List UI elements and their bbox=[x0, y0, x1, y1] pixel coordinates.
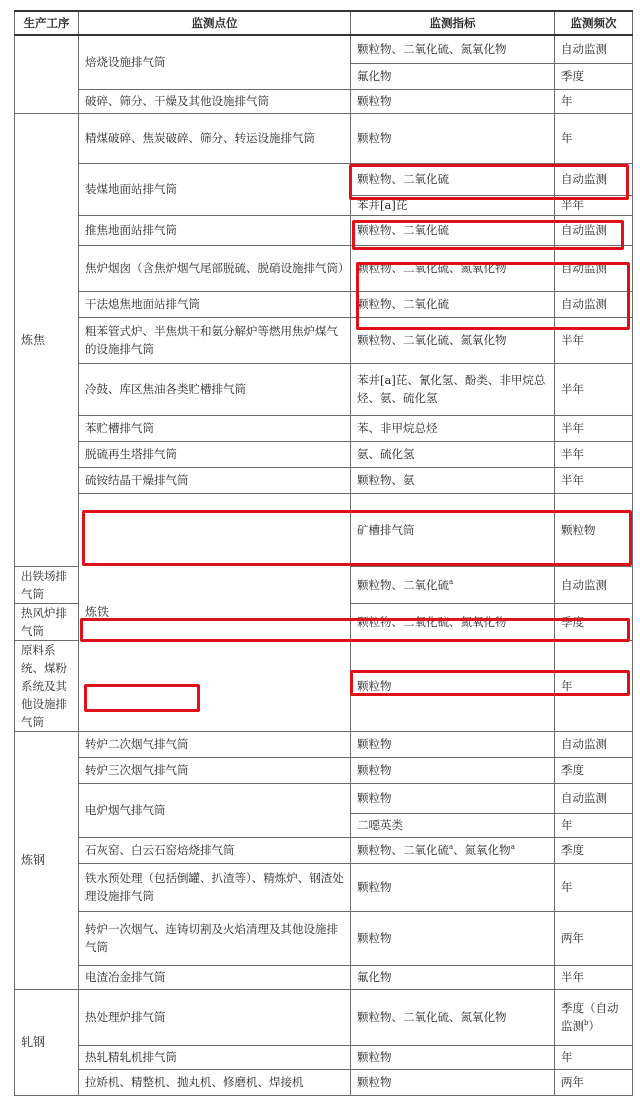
frequency-cell: 年 bbox=[555, 863, 633, 911]
indicator-cell: 颗粒物 bbox=[351, 757, 555, 783]
frequency-cell: 半年 bbox=[555, 363, 633, 415]
indicator-cell: 颗粒物、二氧化硫、氮氧化物 bbox=[351, 603, 555, 640]
table-row bbox=[15, 1069, 633, 1095]
frequency-cell: 季度 bbox=[555, 63, 633, 89]
indicator-cell: 颗粒物、二氧化硫 bbox=[351, 163, 555, 195]
table-row bbox=[15, 783, 633, 813]
indicator-cell: 苯并[a]芘、氰化氢、酚类、非甲烷总烃、氨、硫化氢 bbox=[351, 363, 555, 415]
point-cell: 焙烧设施排气筒 bbox=[79, 35, 351, 89]
point-cell: 矿槽排气筒 bbox=[351, 493, 555, 566]
point-cell: 电渣冶金排气筒 bbox=[79, 965, 351, 989]
header-point: 监测点位 bbox=[79, 11, 351, 35]
frequency-cell: 年 bbox=[555, 640, 633, 731]
indicator-cell: 颗粒物 bbox=[351, 863, 555, 911]
frequency-cell: 年 bbox=[555, 813, 633, 837]
point-cell: 装煤地面站排气筒 bbox=[79, 163, 351, 215]
frequency-cell: 季度 bbox=[555, 757, 633, 783]
table-row bbox=[15, 89, 633, 113]
frequency-cell: 自动监测 bbox=[555, 245, 633, 291]
point-cell: 焦炉烟囱（含焦炉烟气尾部脱硫、脱硝设施排气筒） bbox=[79, 245, 351, 291]
footnote-mark: a bbox=[449, 843, 454, 852]
indicator-cell: 颗粒物 bbox=[351, 731, 555, 757]
point-cell: 转炉二次烟气排气筒 bbox=[79, 731, 351, 757]
table-row bbox=[15, 1045, 633, 1069]
table-row bbox=[15, 467, 633, 493]
table-row bbox=[15, 245, 633, 291]
point-cell: 破碎、筛分、干燥及其他设施排气筒 bbox=[79, 89, 351, 113]
header-indicator: 监测指标 bbox=[351, 11, 555, 35]
frequency-cell: 两年 bbox=[555, 1069, 633, 1095]
indicator-cell: 颗粒物、二氧化硫 bbox=[351, 291, 555, 317]
frequency-cell: 半年 bbox=[555, 467, 633, 493]
indicator-cell: 氟化物 bbox=[351, 965, 555, 989]
table-row bbox=[15, 363, 633, 415]
point-cell: 粗苯管式炉、半焦烘干和氨分解炉等燃用焦炉煤气的设施排气筒 bbox=[79, 317, 351, 363]
table-row bbox=[15, 215, 633, 245]
frequency-cell: 自动监测 bbox=[555, 35, 633, 63]
frequency-cell: 季度 bbox=[555, 837, 633, 863]
point-cell: 热轧精轧机排气筒 bbox=[79, 1045, 351, 1069]
process-cell-ironmaking: 炼铁 bbox=[79, 493, 351, 731]
indicator-text-tail: 、氮氧化物 bbox=[453, 843, 511, 857]
point-cell: 转炉三次烟气排气筒 bbox=[79, 757, 351, 783]
point-cell: 拉矫机、精整机、抛丸机、修磨机、焊接机 bbox=[79, 1069, 351, 1095]
table-row bbox=[15, 35, 633, 63]
table-row bbox=[15, 863, 633, 911]
frequency-cell: 半年 bbox=[555, 415, 633, 441]
process-cell-coking: 炼焦 bbox=[15, 113, 79, 566]
frequency-cell: 半年 bbox=[555, 195, 633, 215]
indicator-cell: 颗粒物 bbox=[351, 113, 555, 163]
frequency-cell: 半年 bbox=[555, 441, 633, 467]
indicator-cell: 氟化物 bbox=[351, 63, 555, 89]
indicator-cell bbox=[351, 566, 555, 603]
footnote-mark: a bbox=[449, 577, 454, 586]
table-row bbox=[15, 163, 633, 195]
indicator-cell: 颗粒物、二氧化硫 bbox=[351, 215, 555, 245]
indicator-cell: 颗粒物、二氧化硫、氮氧化物 bbox=[351, 245, 555, 291]
table-row bbox=[15, 291, 633, 317]
indicator-cell: 颗粒物 bbox=[555, 493, 633, 566]
point-cell: 电炉烟气排气筒 bbox=[79, 783, 351, 837]
table-row bbox=[15, 493, 633, 566]
table-row bbox=[15, 757, 633, 783]
header-process: 生产工序 bbox=[15, 11, 79, 35]
frequency-cell: 年 bbox=[555, 113, 633, 163]
indicator-cell: 颗粒物 bbox=[351, 640, 555, 731]
table-row bbox=[15, 415, 633, 441]
indicator-cell: 颗粒物、二氧化硫、氮氧化物 bbox=[351, 35, 555, 63]
indicator-cell: 氨、硫化氢 bbox=[351, 441, 555, 467]
monitoring-table bbox=[14, 10, 633, 1096]
point-cell: 精煤破碎、焦炭破碎、筛分、转运设施排气筒 bbox=[79, 113, 351, 163]
frequency-cell: 自动监测 bbox=[555, 783, 633, 813]
indicator-cell bbox=[351, 837, 555, 863]
point-cell: 硫铵结晶干燥排气筒 bbox=[79, 467, 351, 493]
frequency-cell: 两年 bbox=[555, 911, 633, 965]
point-cell: 热处理炉排气筒 bbox=[79, 989, 351, 1045]
indicator-cell: 颗粒物 bbox=[351, 911, 555, 965]
indicator-cell: 苯并[a]芘 bbox=[351, 195, 555, 215]
frequency-cell: 自动监测 bbox=[555, 291, 633, 317]
point-cell: 铁水预处理（包括倒罐、扒渣等）、精炼炉、钢渣处理设施排气筒 bbox=[79, 863, 351, 911]
frequency-cell bbox=[555, 989, 633, 1045]
indicator-cell: 颗粒物 bbox=[351, 89, 555, 113]
indicator-cell: 颗粒物、氨 bbox=[351, 467, 555, 493]
point-cell: 推焦地面站排气筒 bbox=[79, 215, 351, 245]
indicator-cell: 颗粒物、二氧化硫、氮氧化物 bbox=[351, 989, 555, 1045]
frequency-cell: 年 bbox=[555, 89, 633, 113]
frequency-cell: 自动监测 bbox=[555, 731, 633, 757]
table-row bbox=[15, 317, 633, 363]
table-row bbox=[15, 989, 633, 1045]
process-cell-rolling: 轧钢 bbox=[15, 989, 79, 1095]
frequency-text: 季度（自动监测 bbox=[561, 1001, 619, 1033]
point-cell: 出铁场排气筒 bbox=[15, 566, 79, 603]
indicator-text: 颗粒物、二氧化硫 bbox=[357, 843, 449, 857]
table-row bbox=[15, 965, 633, 989]
footnote-mark: a bbox=[510, 843, 515, 852]
indicator-cell: 颗粒物、二氧化硫、氮氧化物 bbox=[351, 317, 555, 363]
table-row bbox=[15, 837, 633, 863]
point-cell: 脱硫再生塔排气筒 bbox=[79, 441, 351, 467]
table-row bbox=[15, 441, 633, 467]
point-cell: 转炉一次烟气、连铸切割及火焰清理及其他设施排气筒 bbox=[79, 911, 351, 965]
frequency-cell: 半年 bbox=[555, 965, 633, 989]
indicator-cell: 颗粒物 bbox=[351, 783, 555, 813]
frequency-cell: 年 bbox=[555, 1045, 633, 1069]
process-cell-steelmaking: 炼钢 bbox=[15, 731, 79, 989]
indicator-cell: 二噁英类 bbox=[351, 813, 555, 837]
point-cell: 冷鼓、库区焦油各类贮槽排气筒 bbox=[79, 363, 351, 415]
indicator-cell: 苯、非甲烷总烃 bbox=[351, 415, 555, 441]
indicator-cell: 颗粒物 bbox=[351, 1045, 555, 1069]
frequency-cell: 半年 bbox=[555, 317, 633, 363]
table-row bbox=[15, 113, 633, 163]
frequency-cell: 自动监测 bbox=[555, 163, 633, 195]
indicator-text: 颗粒物、二氧化硫 bbox=[357, 577, 449, 592]
point-cell: 热风炉排气筒 bbox=[15, 603, 79, 640]
table-row bbox=[15, 911, 633, 965]
point-cell: 苯贮槽排气筒 bbox=[79, 415, 351, 441]
footnote-mark: b bbox=[584, 1019, 589, 1028]
frequency-text-tail: ） bbox=[588, 1019, 600, 1033]
point-cell: 原料系统、煤粉系统及其他设施排气筒 bbox=[15, 640, 79, 731]
header-row bbox=[15, 11, 633, 35]
table-row bbox=[15, 731, 633, 757]
frequency-cell: 自动监测 bbox=[555, 566, 633, 603]
frequency-cell: 自动监测 bbox=[555, 215, 633, 245]
process-cell-sintering bbox=[15, 35, 79, 113]
indicator-cell: 颗粒物 bbox=[351, 1069, 555, 1095]
header-frequency: 监测频次 bbox=[555, 11, 633, 35]
point-cell: 干法熄焦地面站排气筒 bbox=[79, 291, 351, 317]
point-cell: 石灰窑、白云石窑焙烧排气筒 bbox=[79, 837, 351, 863]
frequency-cell: 季度 bbox=[555, 603, 633, 640]
